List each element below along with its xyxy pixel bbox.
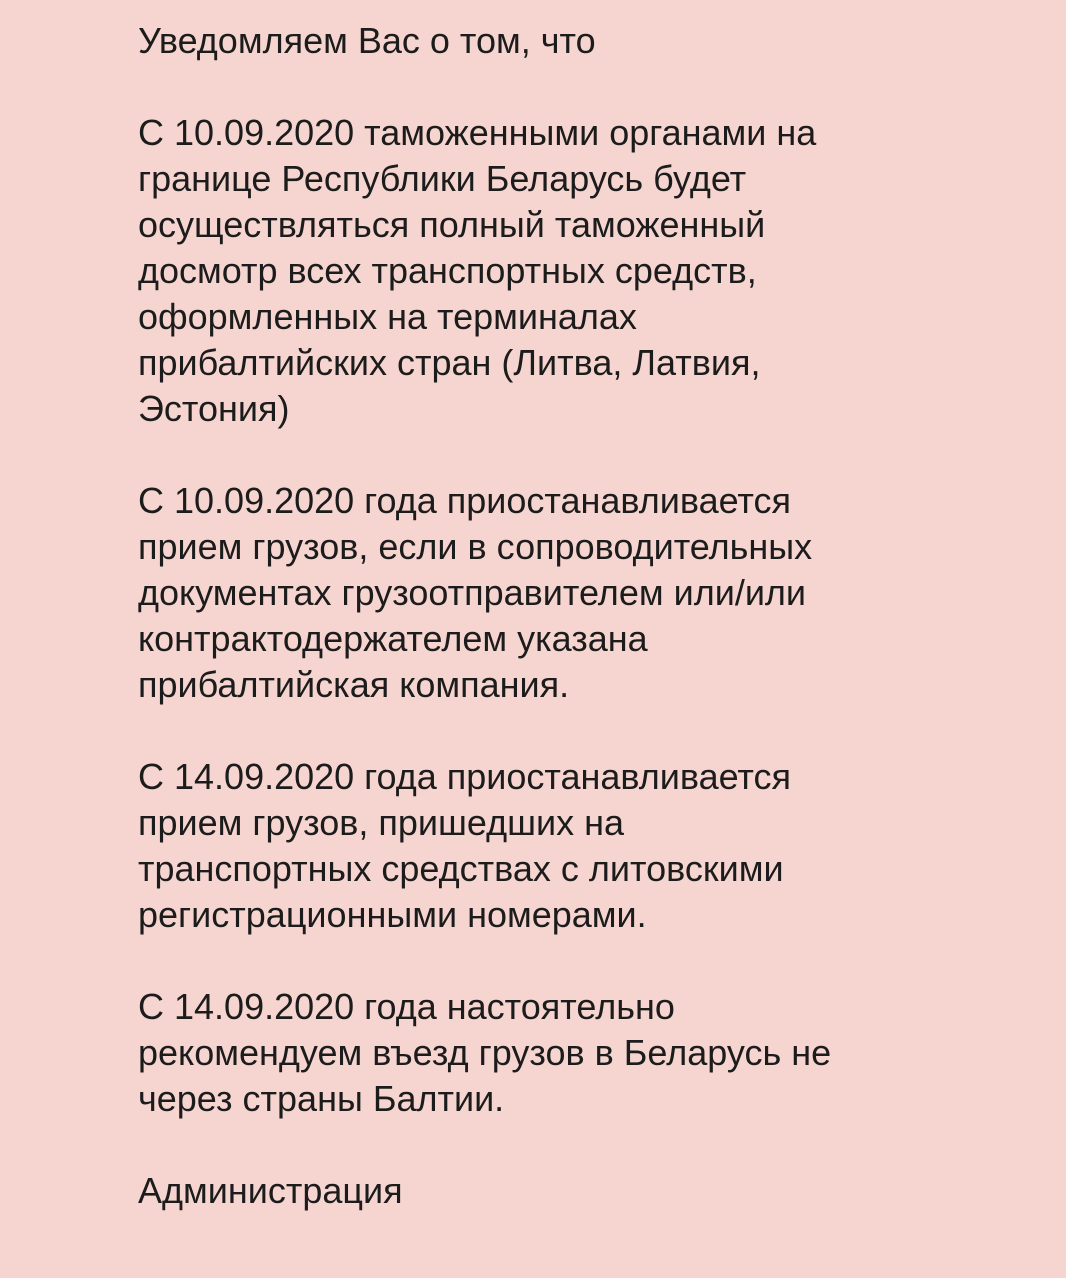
paragraph-line: прием грузов, пришедших на	[138, 802, 625, 843]
paragraph-line: С 14.09.2020 года приостанавливается	[138, 756, 791, 797]
paragraph-line: С 10.09.2020 таможенными органами на	[138, 112, 817, 153]
spacer	[138, 938, 1038, 984]
paragraph-cargo-suspension-plates	[138, 754, 1038, 938]
paragraph-line: границе Республики Беларусь будет	[138, 158, 747, 199]
spacer	[138, 708, 1038, 754]
paragraph-line: прибалтийская компания.	[138, 664, 570, 705]
paragraph-line: документах грузоотправителем или/или	[138, 572, 807, 613]
intro-line: Уведомляем Вас о том, что	[138, 20, 596, 61]
paragraph-line: досмотр всех транспортных средств,	[138, 250, 757, 291]
paragraph-line: рекомендуем въезд грузов в Беларусь не	[138, 1032, 832, 1073]
paragraph-line: С 14.09.2020 года настоятельно	[138, 986, 675, 1027]
paragraph-line: регистрационными номерами.	[138, 894, 647, 935]
notice-document	[138, 18, 1038, 1214]
paragraph-cargo-suspension-documents	[138, 478, 1038, 708]
paragraph-line: прием грузов, если в сопроводительных	[138, 526, 813, 567]
paragraph-route-recommendation	[138, 984, 1038, 1122]
paragraph-line: через страны Балтии.	[138, 1078, 505, 1119]
spacer	[138, 432, 1038, 478]
paragraph-customs-inspection	[138, 110, 1038, 432]
signature: Администрация	[138, 1170, 403, 1211]
paragraph-line: Эстония)	[138, 388, 290, 429]
spacer	[138, 1122, 1038, 1168]
paragraph-line: С 10.09.2020 года приостанавливается	[138, 480, 791, 521]
paragraph-line: оформленных на терминалах	[138, 296, 637, 337]
paragraph-line: прибалтийских стран (Литва, Латвия,	[138, 342, 761, 383]
paragraph-line: транспортных средствах с литовскими	[138, 848, 784, 889]
paragraph-line: контрактодержателем указана	[138, 618, 648, 659]
paragraph-line: осуществляться полный таможенный	[138, 204, 766, 245]
spacer	[138, 64, 1038, 110]
